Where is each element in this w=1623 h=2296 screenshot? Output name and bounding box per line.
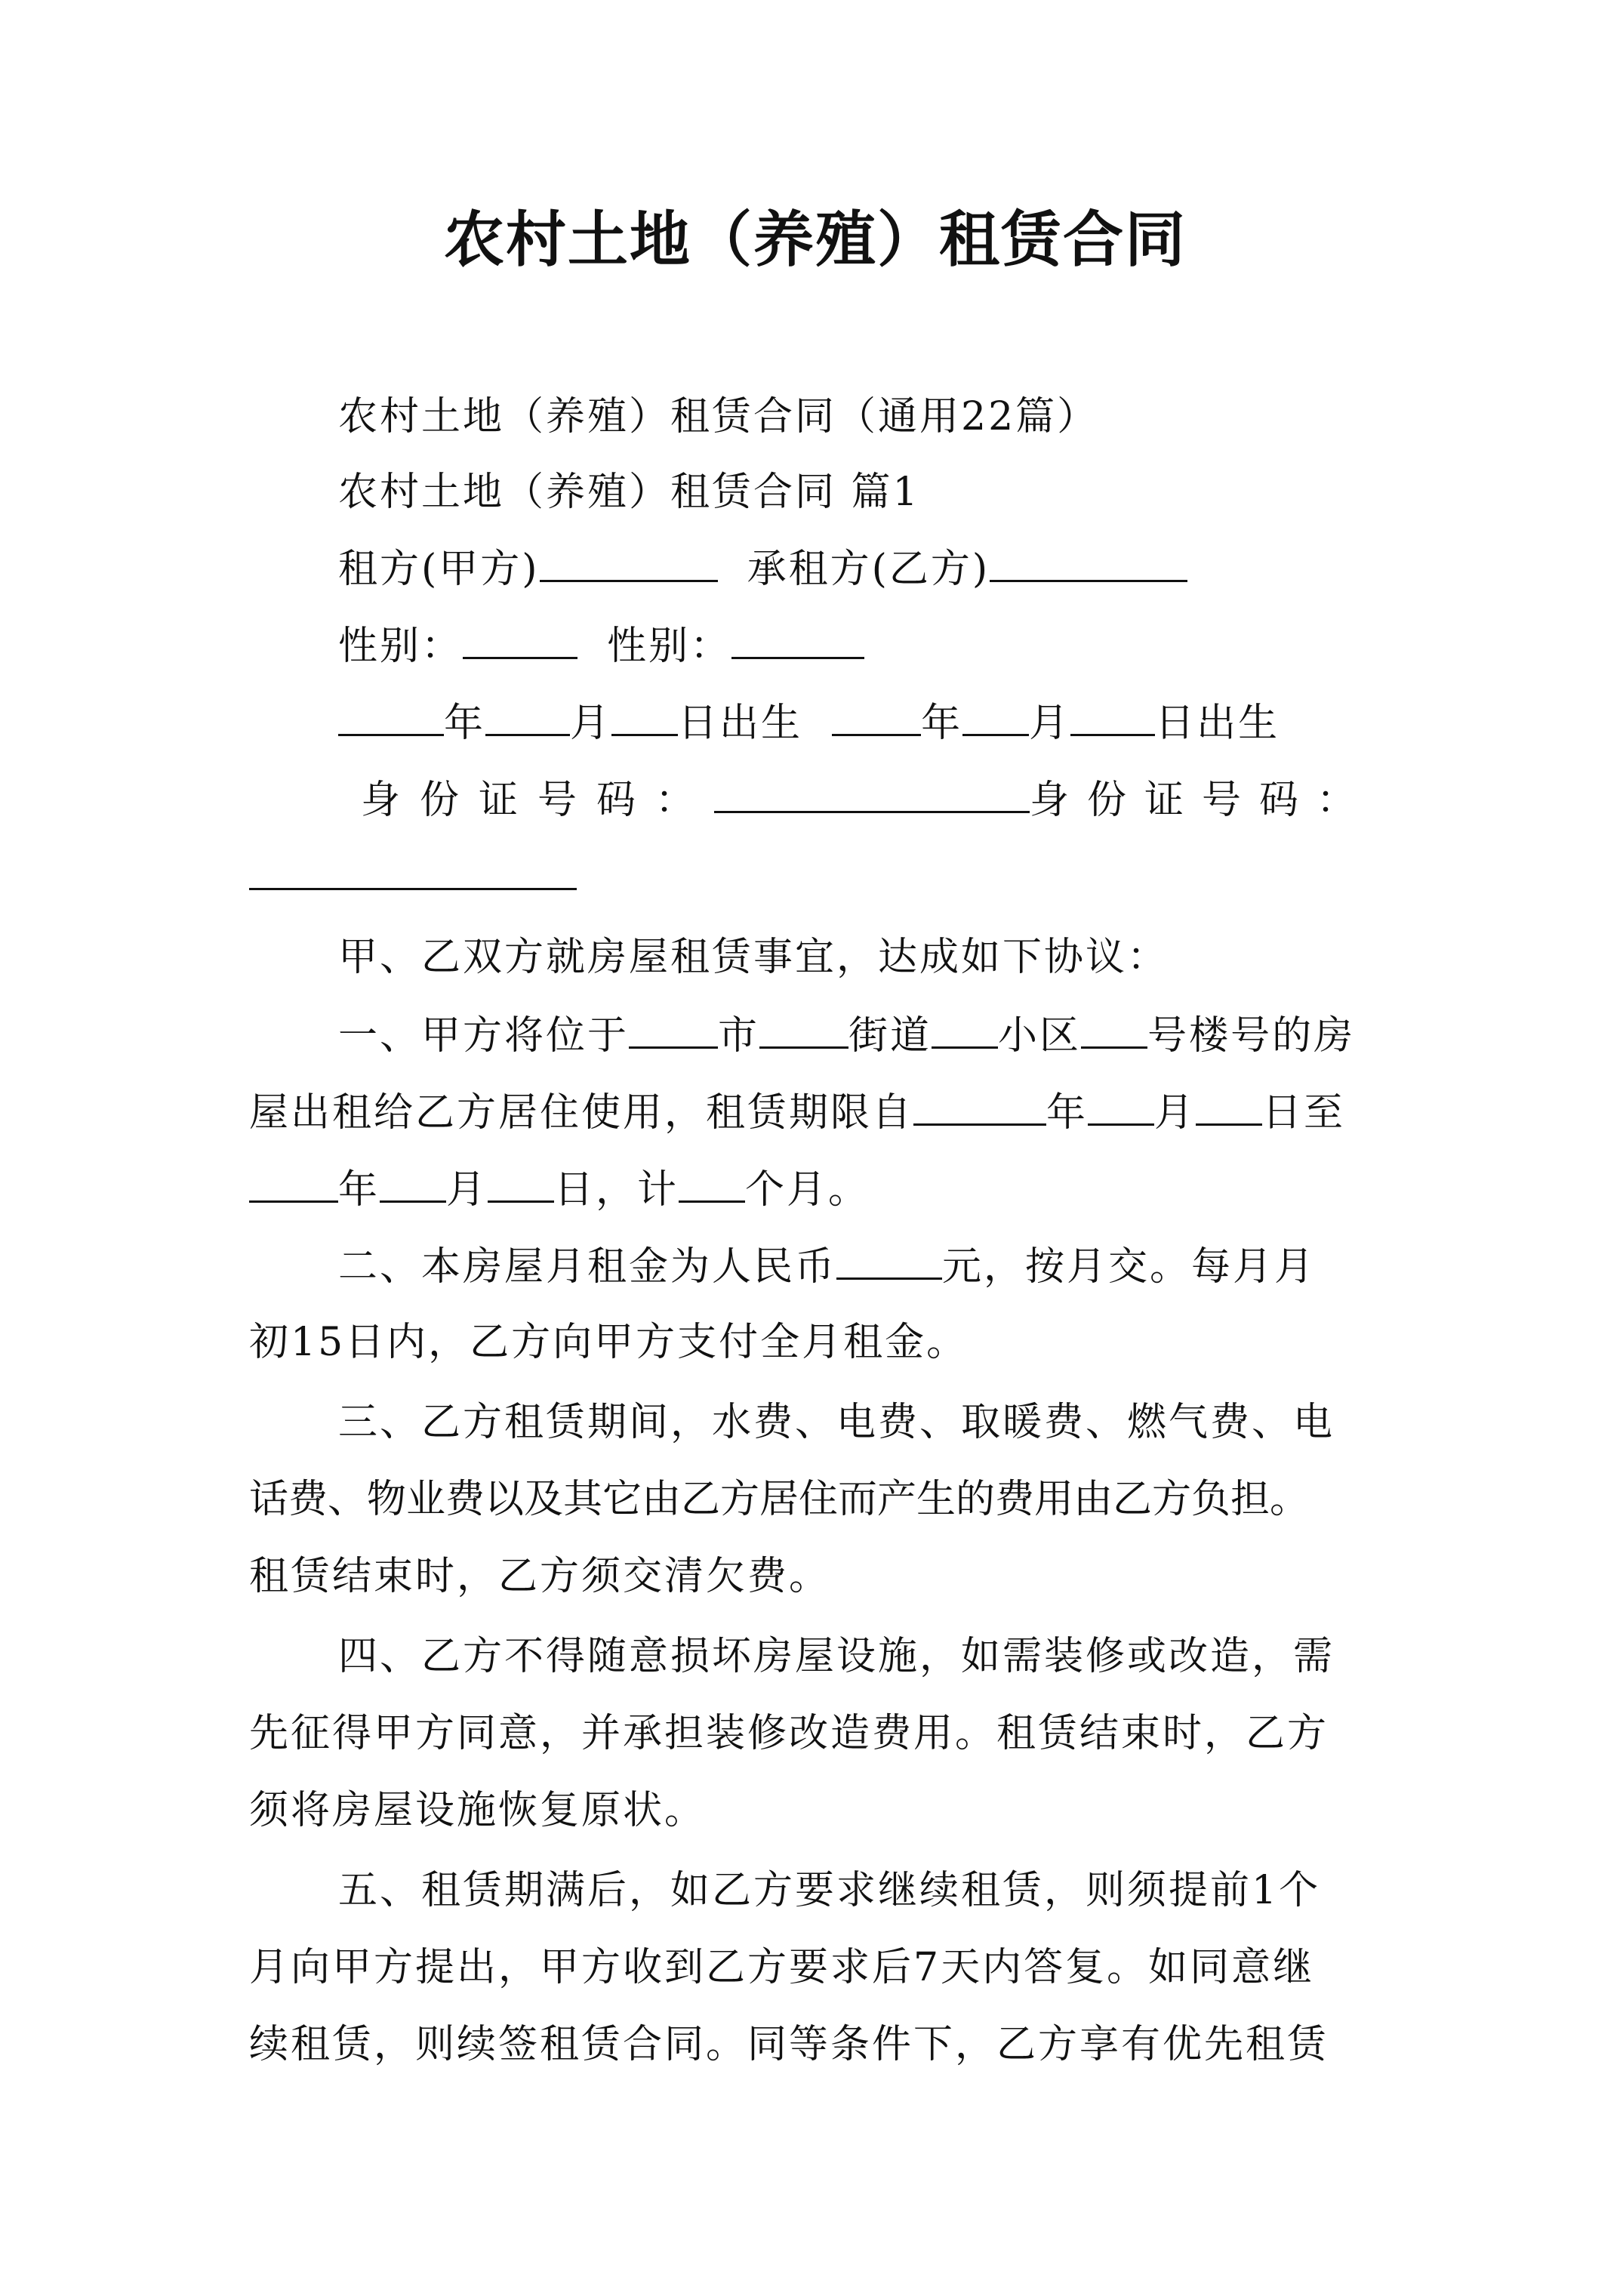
gender-blank-lessee [731,618,864,659]
document-title: 农村土地（养殖）租赁合同 [444,204,1187,275]
community-label: 小区 [998,1013,1082,1059]
gender-blank-lessor [463,618,577,659]
clause-3-line-2: 话费、物业费以及其它由乙方居住而产生的费用由乙方负担。 [249,1477,1310,1522]
born-label: 日出生 [1155,701,1280,746]
clause-2-text: 元，按月交。每月月 [942,1244,1317,1290]
birth-day-blank-lessor [611,695,678,736]
id-label-lessee: 身份证号码： [1029,778,1374,823]
birthdate-row [338,695,1280,750]
birth-day-blank-lessee [1070,695,1155,736]
building-label: 号楼号的房 [1147,1013,1356,1059]
month-label: 月 [446,1167,488,1213]
street-label: 街道 [848,1013,932,1059]
rent-amount-blank [836,1238,942,1280]
street-blank [759,1007,848,1049]
birth-month-blank-lessor [485,695,570,736]
term-end-month-blank [380,1161,446,1203]
birth-month-blank-lessee [962,695,1029,736]
year-label: 年 [338,1167,380,1213]
until-label: 日至 [1262,1090,1346,1136]
term-start-year-blank [913,1084,1046,1126]
id-blank-lessor [714,772,1030,813]
agreement-intro: 甲、乙双方就房屋租赁事宜，达成如下协议： [338,935,1169,980]
term-months-blank [679,1161,745,1203]
clause-4-line-2: 先征得甲方同意，并承担装修改造费用。租赁结束时，乙方 [249,1711,1329,1756]
clause-1-text: 屋出租给乙方居住使用，租赁期限自 [249,1090,914,1136]
gender-row [338,618,864,673]
clause-1-line-2 [249,1084,1345,1140]
id-number-row [361,772,1374,827]
id-continuation-row [249,849,577,905]
month-label: 月 [1029,701,1071,746]
clause-2-text: 二、本房屋月租金为人民币 [338,1244,837,1290]
day-label: 日，计 [554,1167,679,1213]
clause-2-line-1 [338,1238,1316,1294]
term-start-month-blank [1088,1084,1154,1126]
clause-5-line-1: 五、租赁期满后，如乙方要求继续租赁，则须提前1个 [338,1868,1321,1913]
parties-row [338,541,1187,596]
clause-4-line-3: 须将房屋设施恢复原状。 [249,1788,707,1833]
term-start-day-blank [1196,1084,1262,1126]
city-blank [629,1007,718,1049]
gender-label-lessor: 性别： [338,624,463,669]
part-heading: 农村土地（养殖）租赁合同 篇1 [338,470,920,515]
term-end-day-blank [488,1161,554,1203]
month-label: 月 [570,701,612,746]
lessee-label: 承租方(乙方) [747,547,990,592]
document-subtitle: 农村土地（养殖）租赁合同（通用22篇） [338,394,1099,439]
clause-5-line-2: 月向甲方提出，甲方收到乙方要求后7天内答复。如同意继 [249,1945,1315,1990]
clause-5-line-3: 续租赁，则续签租赁合同。同等条件下，乙方享有优先租赁 [249,2022,1329,2067]
gender-label-lessee: 性别： [607,624,732,669]
city-label: 市 [718,1013,760,1059]
clause-2-line-2: 初15日内，乙方向甲方支付全月租金。 [249,1320,969,1365]
year-label: 年 [921,701,963,746]
year-label: 年 [1046,1090,1089,1136]
lessor-blank [540,541,718,582]
clause-1-text: 一、甲方将位于 [338,1013,630,1059]
clause-3-line-3: 租赁结束时，乙方须交清欠费。 [249,1554,831,1599]
clause-4-line-1: 四、乙方不得随意损坏房屋设施，如需装修或改造，需 [338,1634,1335,1679]
lessee-blank [990,541,1187,582]
born-label: 日出生 [678,701,803,746]
clause-1-line-1 [338,1007,1355,1063]
year-label: 年 [444,701,486,746]
birth-year-blank-lessee [832,695,921,736]
id-blank-lessee [249,849,577,890]
month-label: 月 [1154,1090,1196,1136]
birth-year-blank-lessor [338,695,444,736]
clause-3-line-1: 三、乙方租赁期间，水费、电费、取暖费、燃气费、电 [338,1400,1335,1445]
community-blank [932,1007,998,1049]
building-blank [1081,1007,1147,1049]
id-label-lessor: 身份证号码： [361,778,715,823]
term-end-year-blank [249,1161,338,1203]
months-label: 个月。 [745,1167,870,1213]
clause-1-line-3 [249,1161,870,1217]
lessor-label: 租方(甲方) [338,547,540,592]
